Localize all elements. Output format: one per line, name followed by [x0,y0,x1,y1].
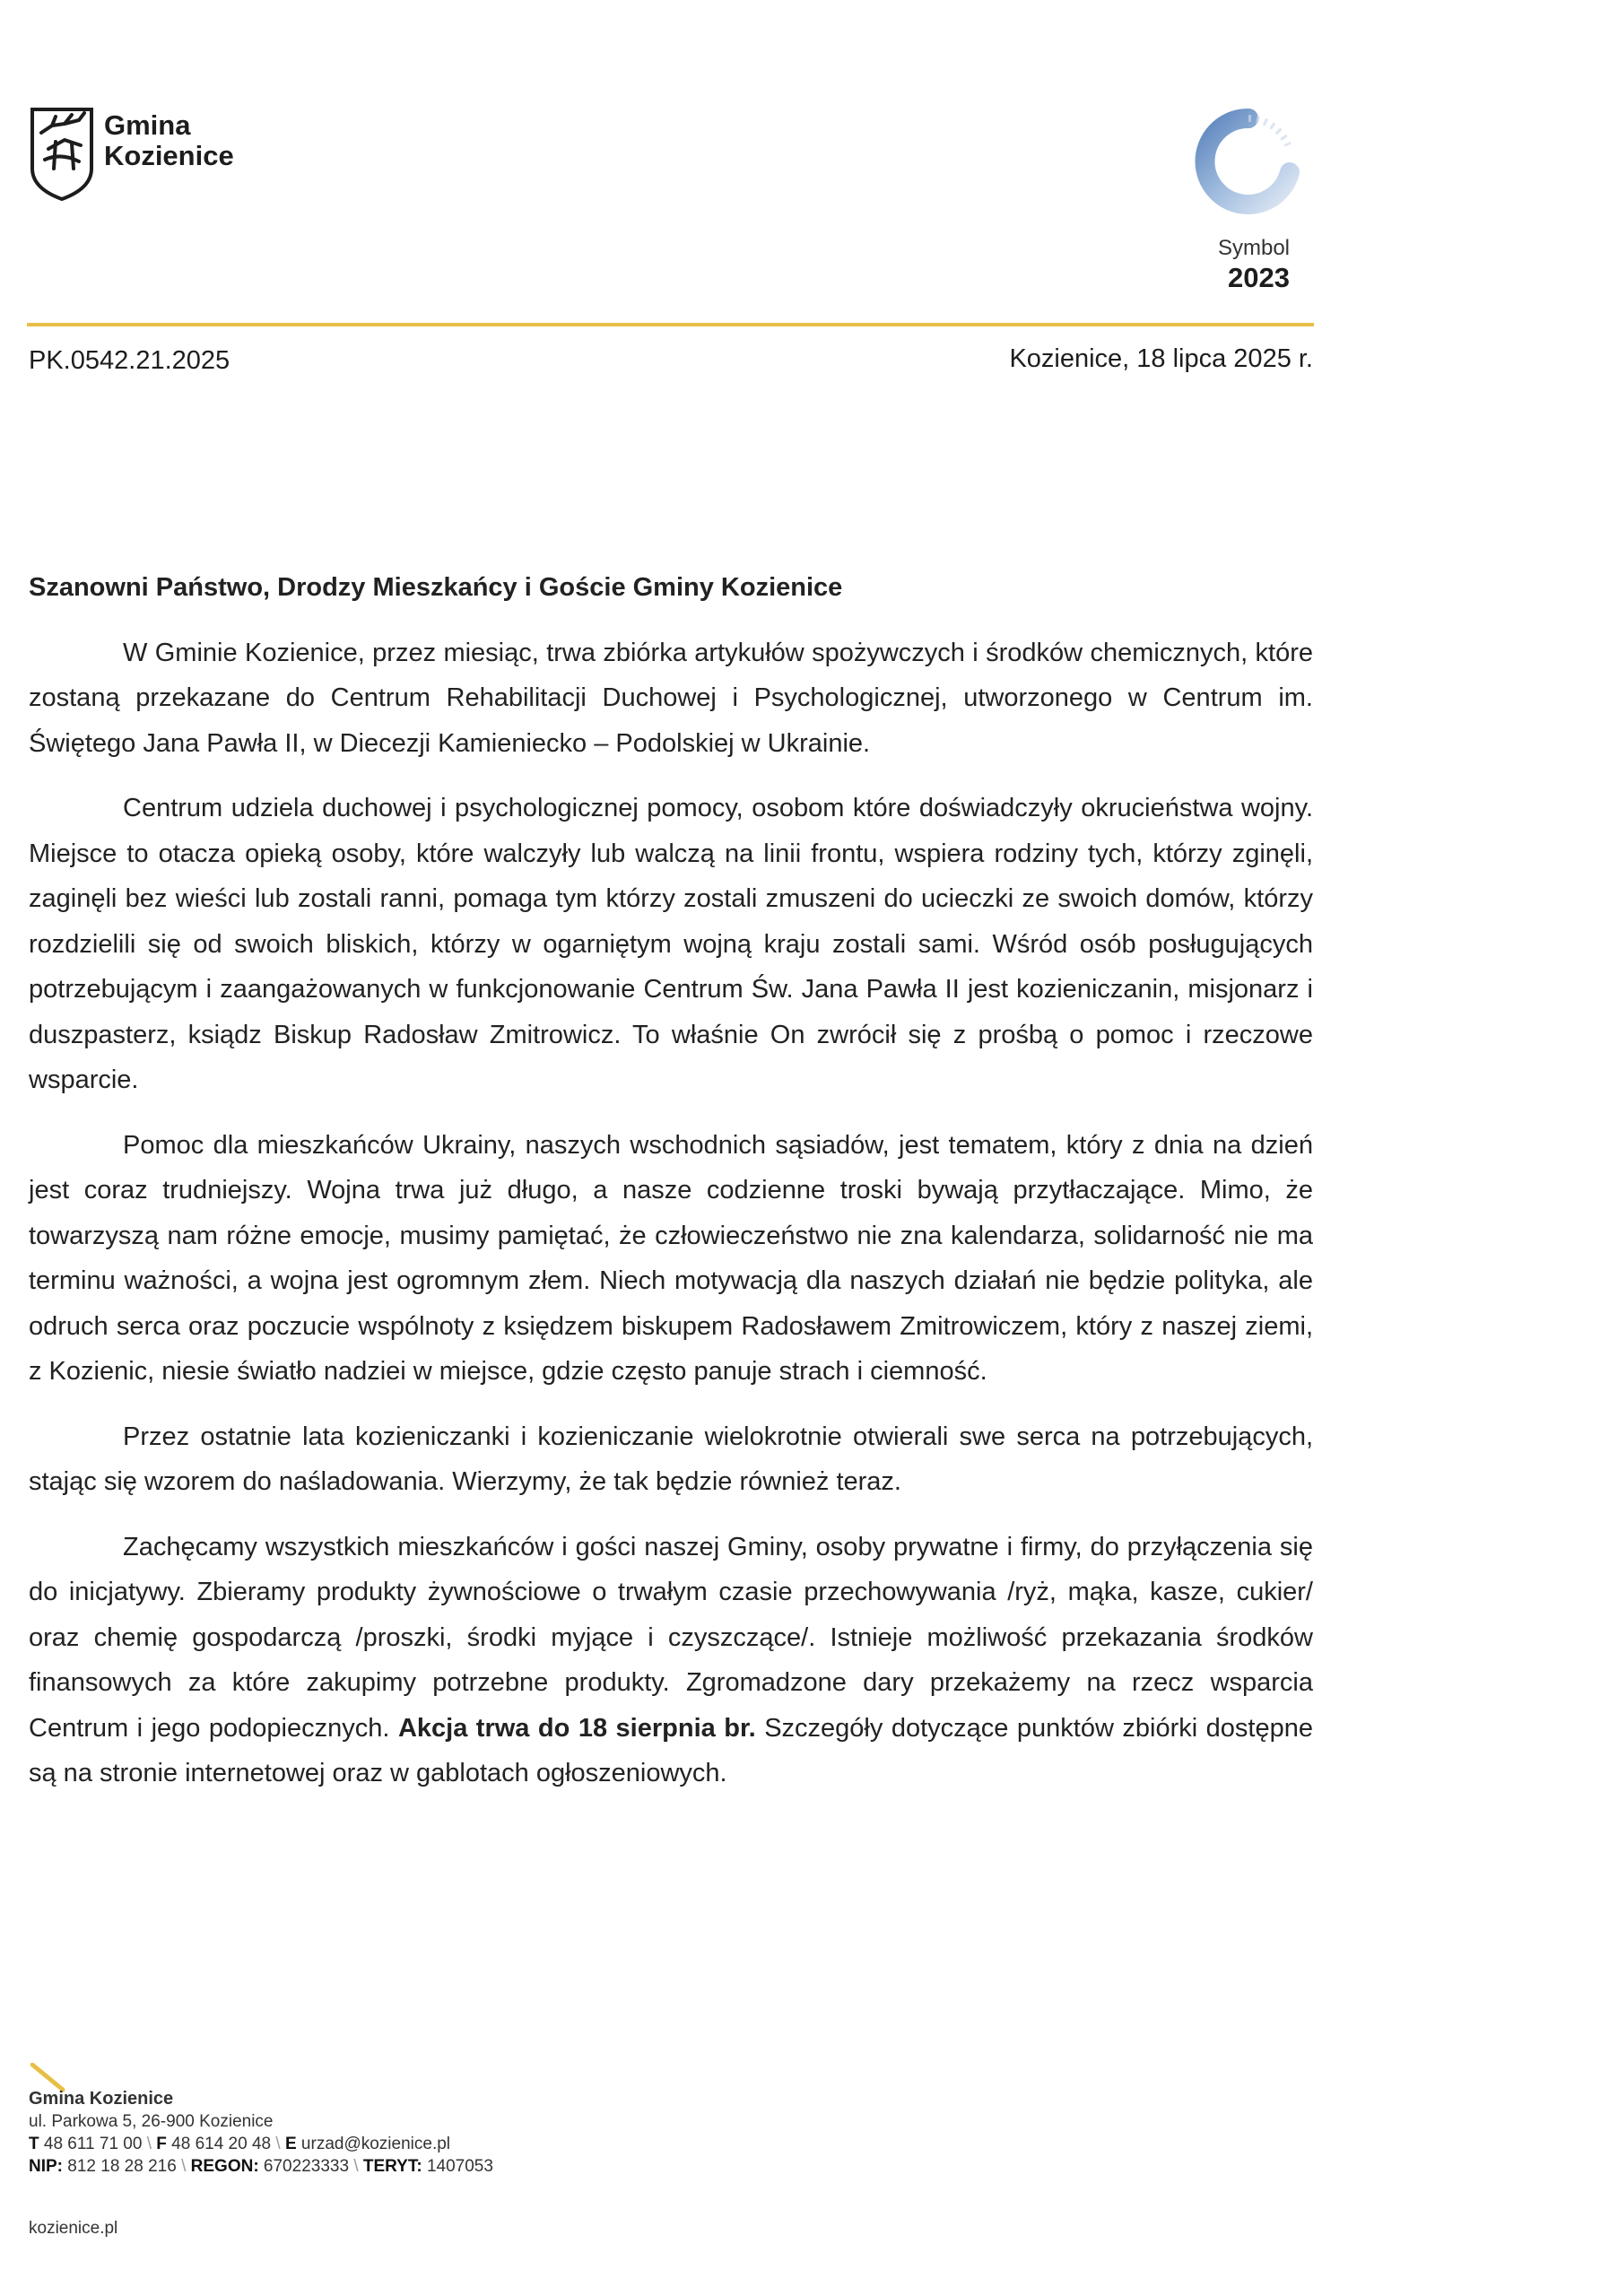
crest-icon [29,106,95,203]
phone-value: 48 611 71 00 [43,2135,143,2153]
logo-line-2: Kozienice [104,140,234,171]
paragraph-5-end: Szczegóły dotyczące punktów zbiórki dostępne są na stronie internetowej oraz w gablotach ogłoszeniowych. [29,1713,1314,1787]
reference-number: PK.0542.21.2025 [29,346,230,375]
footer-phones: T 48 611 71 00 \ F 48 614 20 48 \ E urzad@kozienice.pl [29,2135,451,2153]
fax-label: F [156,2135,167,2153]
symbol-label: Symbol [1217,236,1290,260]
nip-label: NIP: [29,2157,63,2176]
letter-date: Kozienice, 18 lipca 2025 r. [1009,344,1313,373]
symbol-year: 2023 [1228,262,1290,293]
footer-org: Gmina Kozienice [29,2089,174,2109]
fax-value: 48 614 20 48 [171,2135,272,2153]
paragraph-1: W Gminie Kozienice, przez miesiąc, trwa zbiórka artykułów spożywczych i środków chemicznych, które zostaną przekazane do Centrum Rehabilitacji Duchowej i Psychologicznej, utworzonego w Centrum im. Świętego Jana Pawła II, w Diecezji Kamieniecko – Podolskiej w Ukrainie. [29,638,1313,758]
paragraph-5 [29,1525,1313,1796]
paragraph-4: Przez ostatnie lata kozieniczanki i kozieniczanie wielokrotnie otwierali swe serca na potrzebujących, stając się wzorem do naśladowania. Wierzymy, że tak będzie również teraz. [29,1422,1313,1496]
footer-ids: NIP: 812 18 28 216 \ REGON: 670223333 \ TERYT: 1407053 [29,2157,493,2176]
teryt-label: TERYT: [362,2157,422,2176]
phone-label: T [29,2135,39,2153]
symbol-badge [1166,108,1327,300]
header-divider [27,323,1314,326]
campaign-deadline: Akcja trwa do 18 sierpnia br. [397,1713,756,1743]
email-label: E [284,2135,297,2153]
symbol-ring-icon [1195,108,1302,215]
paragraph-5-start: Zachęcamy wszystkich mieszkańców i gości naszej Gminy, osoby prywatne i firmy, do przyłączenia się do inicjatywy. Zbieramy produkty żywnościowe o trwałym czasie przechowywania /ryż, mąka, kasze, cukier/ oraz chemię gospodarczą /proszki, środki myjące i czyszczące/. Istnieje możliwość przekazania środków finansowych za które zakupimy potrzebne produkty. Zgromadzone dary przekażemy na rzecz wsparcia Centrum i jego podopiecznych. [29,1532,1313,1743]
teryt-value: 1407053 [426,2157,493,2176]
logo-line-1: Gmina [104,109,191,141]
gmina-logo [29,106,298,204]
regon-label: REGON: [190,2157,259,2176]
footer-contact [29,2061,493,2178]
email-value[interactable]: urzad@kozienice.pl [300,2135,451,2153]
paragraph-3: Pomoc dla mieszkańców Ukrainy, naszych wschodnich sąsiadów, jest tematem, który z dnia na dzień jest coraz trudniejszy. Wojna trwa już długo, a nasze codzienne troski bywają przytłaczające. Mimo, że towarzyszą nam różne emocje, musimy pamiętać, że człowieczeństwo nie zna kalendarza, solidarność nie ma terminu ważności, a wojna jest ogromnym złem. Niech motywacją dla naszych działań nie będzie polityka, ale odruch serca oraz poczucie wspólnoty z księdzem biskupem Radosławem Zmitrowiczem, który z naszej ziemi, z Kozienic, niesie światło nadziei w miejsce, gdzie często panuje strach i ciemność. [29,1130,1313,1386]
footer-address: ul. Parkowa 5, 26-900 Kozienice [29,2112,274,2131]
letter-body [29,565,1313,1816]
footer-website[interactable]: kozienice.pl [29,2219,118,2238]
paragraph-2: Centrum udziela duchowej i psychologicznej pomocy, osobom które doświadczyły okrucieństwa wojny. Miejsce to otacza opieką osoby, które walczyły lub walczą na linii frontu, wspiera rodziny tych, którzy zginęli, zaginęli bez wieści lub zostali ranni, pomaga tym którzy zostali zmuszeni do ucieczki ze swoich domów, którzy rozdzielili się od swoich bliskich, którzy w ogarniętym wojną kraju zostali sami. Wśród osób posługujących potrzebującym i zaangażowanych w funkcjonowanie Centrum Św. Jana Pawła II jest kozieniczanin, misjonarz i duszpasterz, ksiądz Biskup Radosław Zmitrowicz. To właśnie On zwrócił się z prośbą o pomoc i rzeczowe wsparcie. [29,794,1313,1094]
nip-value: 812 18 28 216 [67,2157,177,2176]
greeting: Szanowni Państwo, Drodzy Mieszkańcy i Goście Gminy Kozienice [29,573,843,602]
regon-value: 670223333 [263,2157,350,2176]
